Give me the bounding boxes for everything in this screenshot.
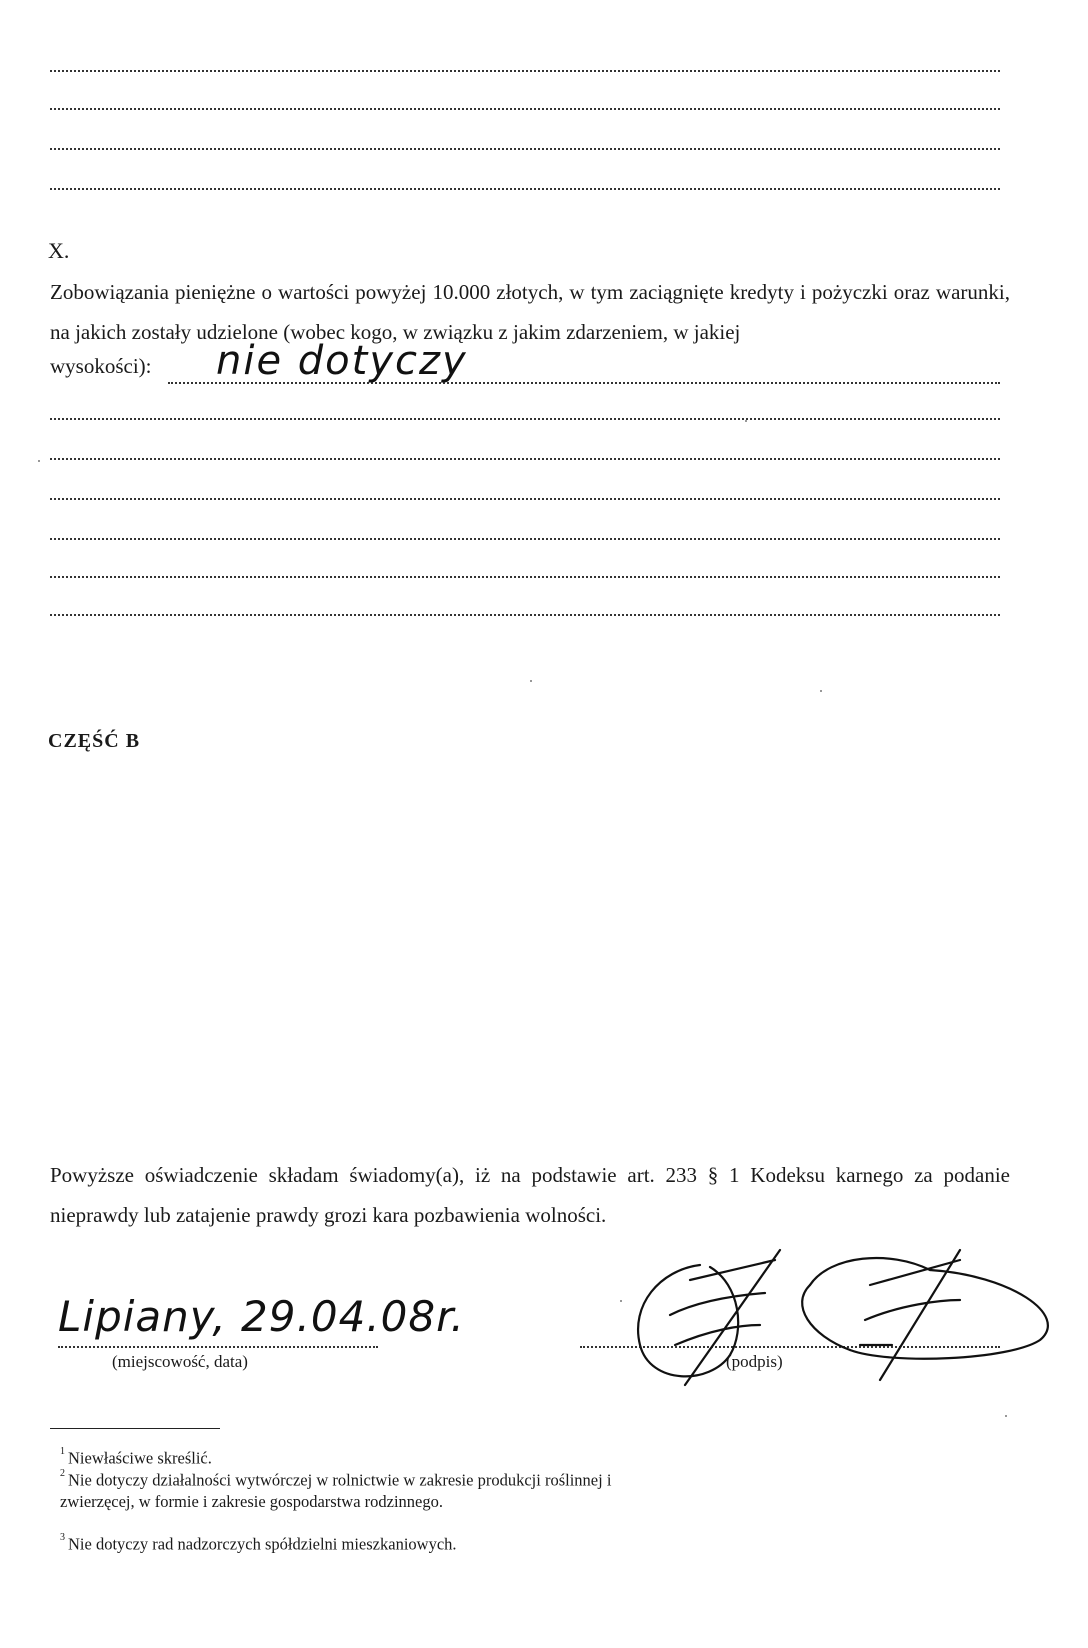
footnote-marker: 3 (60, 1532, 65, 1543)
footnote-text: Niewłaściwe skreślić. (68, 1448, 212, 1468)
scan-speck (530, 680, 532, 682)
part-b-heading: CZĘŚĆ B (48, 730, 141, 752)
dotted-line (50, 148, 1000, 150)
declaration-text: Powyższe oświadczenie składam świadomy(a), iż na podstawie art. 233 § 1 Kodeksu karnego za podanie nieprawdy lub zatajenie prawdy grozi kara pozbawienia wolności. (50, 1163, 1010, 1227)
answer-label: wysokości): (50, 354, 152, 378)
section-x-paragraph: Zobowiązania pieniężne o wartości powyżej 10.000 złotych, w tym zaciągnięte kredyty i pożyczki oraz warunki, na jakich zostały udzielone (wobec kogo, w związku z jakim zdarzeniem, w jakiej (50, 280, 1010, 344)
scan-speck (820, 690, 822, 692)
scan-speck (38, 460, 40, 462)
footnote-text: Nie dotyczy działalności wytwórczej w rolnictwie w zakresie produkcji roślinnej i zwierzęcej, w formie i zakresie gospodarstwa rodzinnego. (60, 1470, 612, 1511)
dotted-line (50, 108, 1000, 110)
signature-image (630, 1245, 1060, 1395)
footnote-marker: 1 (60, 1446, 65, 1457)
dotted-line (50, 418, 1000, 420)
dotted-line (50, 70, 1000, 72)
dotted-line (50, 614, 1000, 616)
dotted-line (50, 458, 1000, 460)
place-date-caption: (miejscowość, data) (112, 1352, 248, 1371)
dotted-line (50, 576, 1000, 578)
dotted-line (50, 498, 1000, 500)
footnote-2 (60, 1466, 620, 1512)
footnote-text: Nie dotyczy rad nadzorczych spółdzielni mieszkaniowych. (68, 1534, 457, 1554)
scan-speck (745, 420, 747, 422)
scan-speck (1005, 1415, 1007, 1417)
signature-caption: (podpis) (726, 1352, 783, 1371)
section-x-label: X. (48, 238, 70, 263)
footnote-3 (60, 1530, 620, 1555)
footnote-marker: 2 (60, 1468, 65, 1479)
handwritten-place-date: Lipiany, 29.04.08r. (58, 1292, 465, 1341)
place-date-dotted-line (58, 1346, 378, 1348)
scan-speck (620, 1300, 622, 1302)
footnote-rule (50, 1428, 220, 1429)
dotted-line (50, 538, 1000, 540)
dotted-line (50, 188, 1000, 190)
footnote-1 (60, 1444, 620, 1469)
handwritten-answer: nie dotyczy (216, 338, 468, 384)
